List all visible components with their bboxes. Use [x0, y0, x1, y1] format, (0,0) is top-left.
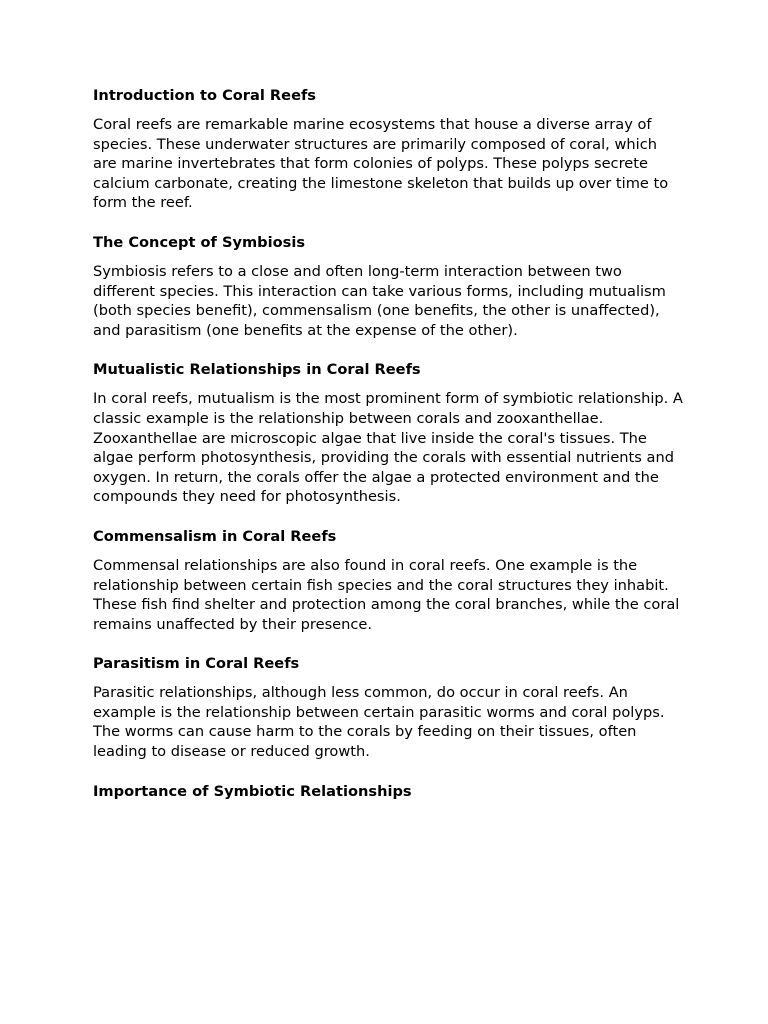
section-heading: The Concept of Symbiosis [93, 233, 306, 251]
section-body: In coral reefs, mutualism is the most prominent form of symbiotic relationship. A classic example is the relationship between corals and zooxanthellae. Zooxanthellae are microscopic algae that live inside the coral's tissues. The algae perform photosynthesis, providing the corals with essential nutrients and oxygen. In return, the corals offer the algae a protected environment and the compounds they need for photosynthesis. [93, 390, 683, 506]
section-heading: Commensalism in Coral Reefs [93, 527, 337, 545]
section-body: Symbiosis refers to a close and often long-term interaction between two different species. This interaction can take various forms, including mutualism (both species benefit), commensalism (one benefits, the other is unaffected), and parasitism (one benefits at the expense of the other). [93, 262, 666, 339]
section-commensalism [93, 527, 683, 634]
section-heading: Mutualistic Relationships in Coral Reefs [93, 361, 421, 379]
document-page [93, 86, 683, 811]
section-body: Commensal relationships are also found in coral reefs. One example is the relationship between certain fish species and the coral structures they inhabit. These fish find shelter and protection among the coral branches, while the coral remains unaffected by their presence. [93, 556, 680, 633]
section-mutualism [93, 360, 683, 507]
section-introduction [93, 86, 683, 213]
section-body: Coral reefs are remarkable marine ecosystems that house a diverse array of species. These underwater structures are primarily composed of coral, which are marine invertebrates that form colonies of polyps. These polyps secrete calcium carbonate, creating the limestone skeleton that builds up over time to form the reef. [93, 116, 669, 212]
section-body: Parasitic relationships, although less common, do occur in coral reefs. An example is the relationship between certain parasitic worms and coral polyps. The worms can cause harm to the corals by feeding on their tissues, often leading to disease or reduced growth. [93, 684, 665, 761]
section-heading: Parasitism in Coral Reefs [93, 655, 300, 673]
section-parasitism [93, 654, 683, 761]
section-symbiosis-concept [93, 233, 683, 340]
section-importance [93, 782, 683, 802]
section-heading: Importance of Symbiotic Relationships [93, 782, 412, 800]
section-heading: Introduction to Coral Reefs [93, 87, 316, 104]
